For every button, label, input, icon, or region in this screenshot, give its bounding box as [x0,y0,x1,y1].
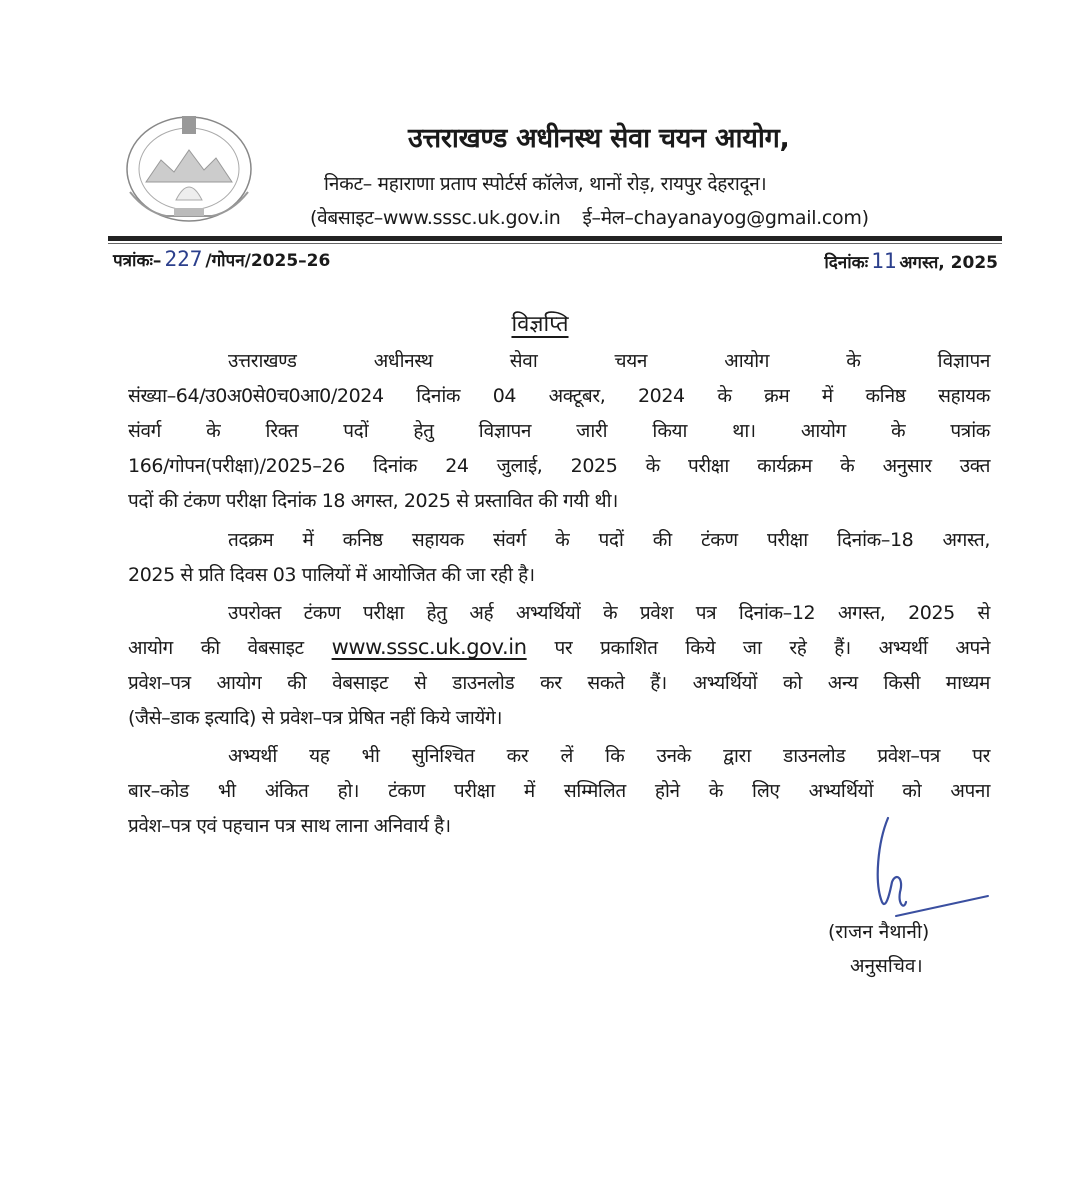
reference-handwritten-number: 227 [164,247,203,271]
header-divider-thin [108,243,1002,244]
paragraph-1-line-2: संख्या–64/उ0अ0से0च0आ0/2024 दिनांक 04 अक्टूबर, 2024 के क्रम में कनिष्ठ सहायक [128,385,990,407]
notice-title: विज्ञप्ति [511,312,569,337]
reference-suffix: /गोपन/2025–26 [205,251,331,271]
date-rest: अगस्त, 2025 [899,253,998,273]
organization-address: निकट– महाराणा प्रताप स्पोर्टर्स कॉलेज, थानों रोड़, रायपुर देहरादून। [324,173,767,195]
paragraph-3-line-3: प्रवेश–पत्र आयोग की वेबसाइट से डाउनलोड कर सकते हैं। अभ्यर्थियों को अन्य किसी माध्यम [128,672,990,694]
paragraph-4-line-3: प्रवेश–पत्र एवं पहचान पत्र साथ लाना अनिवार्य है। [128,815,451,837]
email-text: ई–मेल–chayanayog@gmail.com) [582,207,869,229]
paragraph-1-line-5: पदों की टंकण परीक्षा दिनांक 18 अगस्त, 2025 से प्रस्तावित की गयी थी। [128,490,618,512]
signatory-name: (राजन नैथानी) [828,921,930,943]
paragraph-1-line-4: 166/गोपन(परीक्षा)/2025–26 दिनांक 24 जुलाई, 2025 के परीक्षा कार्यक्रम के अनुसार उक्त [128,455,990,477]
date-label: दिनांकः [824,253,869,273]
header-divider [108,236,1002,241]
paragraph-3-line-2: आयोग की वेबसाइट www.sssc.uk.gov.in पर प्रकाशित किये जा रहे हैं। अभ्यर्थी अपने [128,635,991,659]
paragraph-3-line-1: उपरोक्त टंकण परीक्षा हेतु अर्ह अभ्यर्थियों के प्रवेश पत्र दिनांक–12 अगस्त, 2025 से [228,602,990,624]
paragraph-4-line-2: बार–कोड भी अंकित हो। टंकण परीक्षा में सम्मिलित होने के लिए अभ्यर्थियों को अपना [128,780,990,802]
organization-name: उत्तराखण्ड अधीनस्थ सेवा चयन आयोग, [408,123,790,154]
paragraph-1-line-3: संवर्ग के रिक्त पदों हेतु विज्ञापन जारी किया था। आयोग के पत्रांक [128,420,990,442]
contact-line [310,204,869,230]
reference-number [113,247,330,271]
website-text: (वेबसाइट–www.sssc.uk.gov.in [310,207,561,229]
paragraph-1-line-1: उत्तराखण्ड अधीनस्थ सेवा चयन आयोग के विज्ञापन [228,350,990,372]
paragraph-3-line-4: (जैसे–डाक इत्यादि) से प्रवेश–पत्र प्रेषित नहीं किये जायेंगे। [128,707,503,729]
letter-date [824,249,998,273]
signatory-designation: अनुसचिव। [850,955,923,977]
handwritten-signature [860,812,1000,922]
paragraph-4-line-1: अभ्यर्थी यह भी सुनिश्चित कर लें कि उनके द्वारा डाउनलोड प्रवेश–पत्र पर [228,745,990,767]
paragraph-2-line-1: तदक्रम में कनिष्ठ सहायक संवर्ग के पदों की टंकण परीक्षा दिनांक–18 अगस्त, [228,529,990,551]
paragraph-2-line-2: 2025 से प्रति दिवस 03 पालियों में आयोजित की जा रही है। [128,564,535,586]
commission-emblem-logo [116,112,262,226]
reference-label: पत्रांकः– [113,251,162,271]
date-handwritten-day: 11 [871,249,897,273]
website-link[interactable]: www.sssc.uk.gov.in [331,635,527,659]
